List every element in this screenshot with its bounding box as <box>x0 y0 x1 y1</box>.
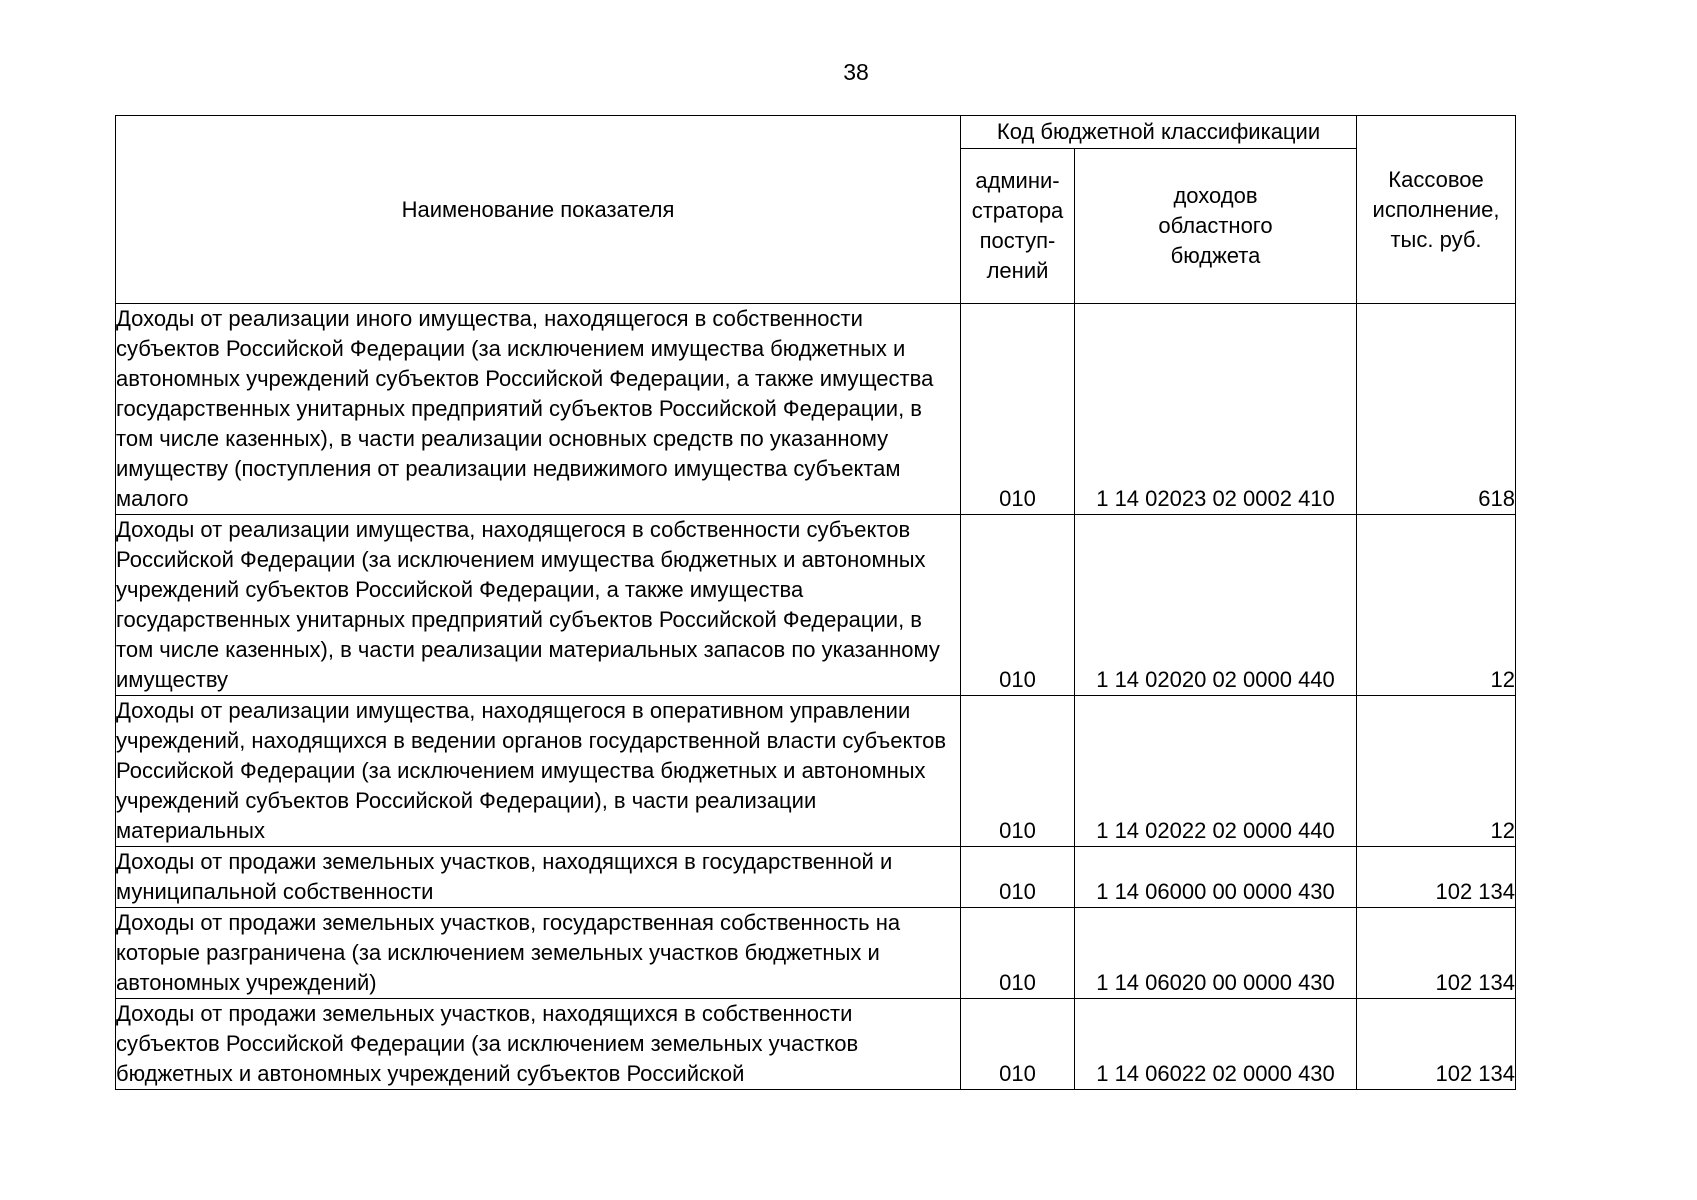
row-admin-code: 010 <box>961 515 1075 696</box>
row-name-cell <box>116 696 961 847</box>
page-number: 38 <box>843 59 869 85</box>
row-name-cell <box>116 847 961 908</box>
row-name-text: Доходы от продажи земельных участков, государственная собственность на которые разграничена (за исключением земельных участков бюджетных и автономных учреждений) <box>116 910 901 995</box>
row-admin-code: 010 <box>961 908 1075 999</box>
row-cash-amount: 12 <box>1357 515 1516 696</box>
row-admin-code: 010 <box>961 304 1075 515</box>
header-budget-classification-code: Код бюджетной классификации <box>961 116 1357 149</box>
row-income-code: 1 14 06020 00 0000 430 <box>1075 908 1357 999</box>
header-cash-execution: Кассовое исполнение, тыс. руб. <box>1357 116 1516 304</box>
row-cash-amount: 618 <box>1357 304 1516 515</box>
row-name-cell <box>116 304 961 515</box>
table-row <box>116 908 1516 999</box>
row-name-text: Доходы от реализации имущества, находящегося в оперативном управлении учреждений, находящихся в ведении органов государственной власти субъектов Российской Федерации (за исключением имущества бюджетных и автономных учреждений субъектов Российской Федерации), в части реализации материальных <box>116 698 947 843</box>
row-name-cell <box>116 908 961 999</box>
row-cash-amount: 12 <box>1357 696 1516 847</box>
row-income-code: 1 14 02022 02 0000 440 <box>1075 696 1357 847</box>
header-regional-budget-income: доходов областного бюджета <box>1075 149 1357 304</box>
row-name-text: Доходы от реализации иного имущества, находящегося в собственности субъектов Российской Федерации (за исключением имущества бюджетных и автономных учреждений субъектов Российской Федерации, а также имущества государственных унитарных предприятий субъектов Российской Федерации, в том числе казенных), в части реализации основных средств по указанному имуществу (поступления от реализации недвижимого имущества субъектам малого <box>116 306 934 511</box>
table-row <box>116 515 1516 696</box>
row-name-text: Доходы от продажи земельных участков, находящихся в государственной и муниципальной собственности <box>116 849 893 904</box>
budget-income-table <box>115 115 1516 1090</box>
row-cash-amount: 102 134 <box>1357 908 1516 999</box>
row-cash-amount: 102 134 <box>1357 847 1516 908</box>
row-admin-code: 010 <box>961 847 1075 908</box>
header-indicator-name: Наименование показателя <box>116 116 961 304</box>
table-row <box>116 304 1516 515</box>
table-row <box>116 999 1516 1090</box>
row-income-code: 1 14 06022 02 0000 430 <box>1075 999 1357 1090</box>
row-cash-amount: 102 134 <box>1357 999 1516 1090</box>
row-name-cell <box>116 999 961 1090</box>
row-name-text: Доходы от реализации имущества, находящегося в собственности субъектов Российской Федерации (за исключением имущества бюджетных и автономных учреждений субъектов Российской Федерации, а также имущества государственных унитарных предприятий субъектов Российской Федерации, в том числе казенных), в части реализации материальных запасов по указанному имуществу <box>116 517 940 692</box>
row-admin-code: 010 <box>961 696 1075 847</box>
row-name-cell <box>116 515 961 696</box>
row-income-code: 1 14 06000 00 0000 430 <box>1075 847 1357 908</box>
row-name-text: Доходы от продажи земельных участков, находящихся в собственности субъектов Российской Федерации (за исключением земельных участков бюджетных и автономных учреждений субъектов Российской <box>116 1001 859 1086</box>
row-income-code: 1 14 02020 02 0000 440 <box>1075 515 1357 696</box>
header-revenue-administrator: админи- стратора поступ- лений <box>961 149 1075 304</box>
table-row <box>116 696 1516 847</box>
row-income-code: 1 14 02023 02 0002 410 <box>1075 304 1357 515</box>
table-row <box>116 847 1516 908</box>
row-admin-code: 010 <box>961 999 1075 1090</box>
